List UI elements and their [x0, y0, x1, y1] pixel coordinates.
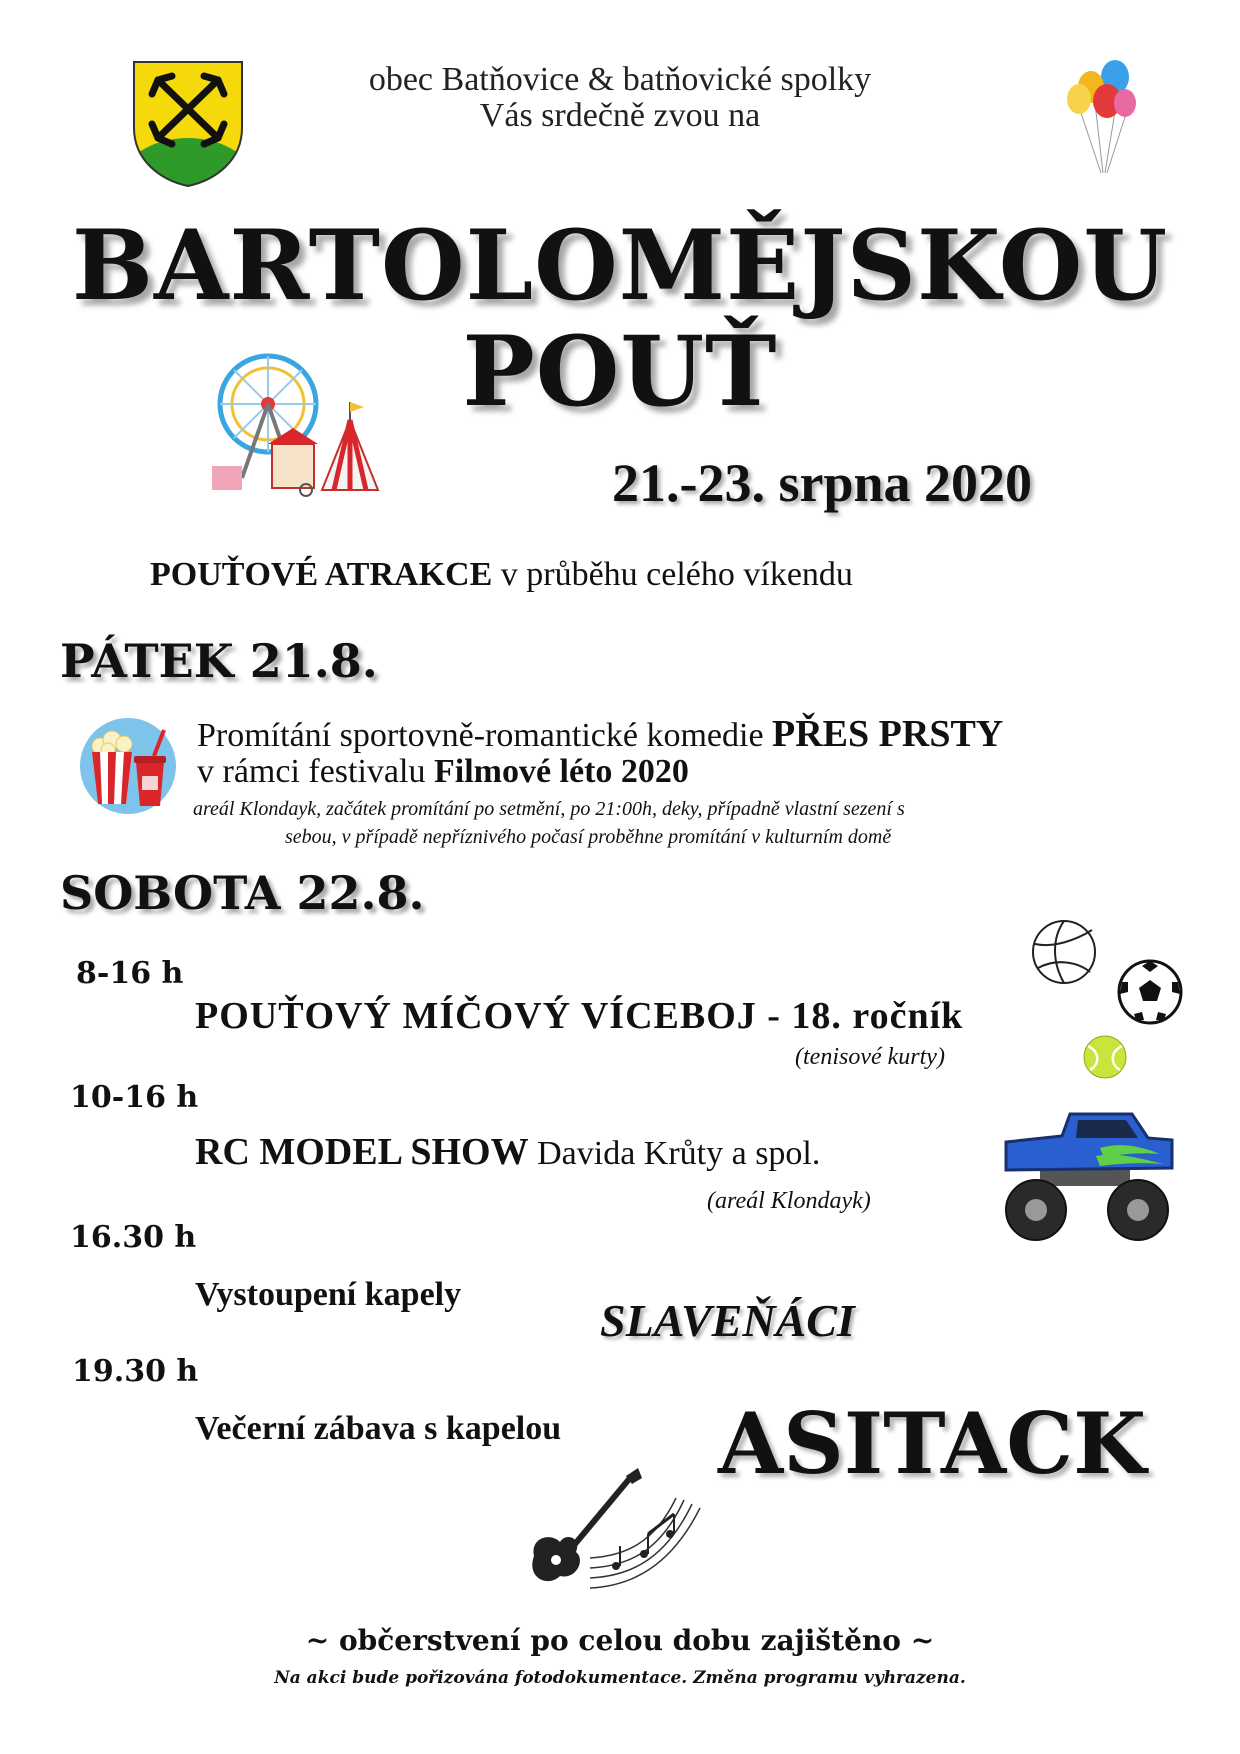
event-2-title: [195, 1130, 820, 1174]
saturday-heading: SOBOTA 22.8.: [60, 866, 425, 920]
event-2-place: (areál Klondayk): [707, 1188, 871, 1214]
soccer-ball-icon: [1116, 958, 1184, 1026]
event-4-band: ASITACK: [718, 1394, 1147, 1493]
festival-text: v rámci festivalu: [197, 753, 434, 790]
event-1-place: (tenisové kurty): [795, 1044, 945, 1070]
festival-name: Filmové léto 2020: [433, 753, 689, 790]
event-title-line-1: BARTOLOMĚJSKOU: [71, 209, 1169, 322]
attractions-label: POUŤOVÉ ATRAKCE: [150, 556, 493, 593]
event-title-line-2: POUŤ: [462, 315, 778, 428]
event-2-time: 10-16 h: [70, 1080, 199, 1115]
intro-line-1: obec Batňovice & batňovické spolky: [368, 61, 872, 98]
fairground-icon: [212, 350, 392, 498]
event-date: 21.-23. srpna 2020: [612, 453, 1033, 513]
friday-heading: PÁTEK 21.8.: [60, 634, 378, 688]
event-3-text: Vystoupení kapely: [195, 1276, 462, 1313]
rc-model-show-text: Davida Krůty a spol.: [528, 1135, 821, 1172]
event-4-text: Večerní zábava s kapelou: [195, 1410, 562, 1447]
attractions-text: v průběhu celého víkendu: [492, 556, 853, 593]
popcorn-icon: [78, 716, 178, 816]
event-3-band: SLAVEŇÁCI: [600, 1295, 855, 1346]
refreshments-note: ~ občerstvení po celou dobu zajištěno ~: [305, 1624, 935, 1657]
friday-line-1: [197, 712, 1003, 756]
attractions-line: [150, 556, 853, 594]
monster-truck-icon: [1000, 1108, 1180, 1248]
event-4-time: 19.30 h: [72, 1354, 199, 1389]
film-screening-text: Promítání sportovně-romantické komedie: [197, 717, 773, 754]
event-1-title: POUŤOVÝ MÍČOVÝ VÍCEBOJ - 18. ročník: [195, 995, 964, 1037]
guitar-music-icon: [520, 1468, 720, 1598]
film-title: PŘES PRSTY: [772, 713, 1004, 755]
friday-line-2: [197, 753, 689, 791]
tennis-ball-icon: [1082, 1034, 1128, 1080]
event-1-time: 8-16 h: [76, 956, 184, 991]
event-3-time: 16.30 h: [70, 1220, 197, 1255]
rc-model-show-label: RC MODEL SHOW: [195, 1131, 529, 1173]
volleyball-icon: [1030, 918, 1098, 986]
friday-note-2: sebou, v případě nepříznivého počasí proběhne promítání v kulturním domě: [285, 826, 892, 848]
intro-line-2: Vás srdečně zvou na: [479, 97, 761, 134]
friday-note-1: areál Klondayk, začátek promítání po setmění, po 21:00h, deky, případně vlastní sezení s: [193, 798, 905, 820]
photo-notice: Na akci bude pořizována fotodokumentace. Změna programu vyhrazena.: [274, 1668, 966, 1688]
